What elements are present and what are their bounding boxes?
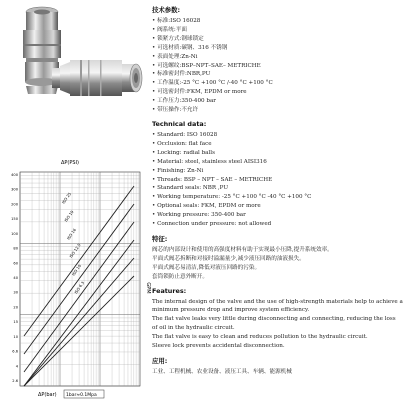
chart-y-tick-label: 400 [11,173,18,177]
application-title: 应用: [152,357,168,365]
en-feature-line: The flat valve leaks very little during disconnecting and connecting, reducing the loss [152,316,396,323]
chart-secondary-axis-label: GPM [145,282,151,294]
chart-y-tick-label: 150 [11,217,18,222]
en-features-title: Features: [152,286,187,295]
cn-features-title: 特征: [152,234,168,243]
en-feature-line: The internal design of the valve and the use of high-strength materials help to achieve a [152,298,403,305]
chart-series-label: ISO 19 [63,209,75,223]
chart-y-tick-label: 200 [11,202,18,207]
chart-grid [11,172,140,386]
chart-frame [20,172,140,386]
en-spec-item: • Working temperature: -25 °C +100 °C -40 °C +100 °C [152,193,398,202]
cn-spec-item: • 标准密封件:NBR,PU [152,70,398,79]
en-spec-item: • Working pressure: 350-400 bar [152,211,398,220]
chart-y-tick-label: 2.6 [12,379,18,383]
chart-x-axis-label: ΔP(bar) [38,392,57,398]
chart-series-label: ISO 25 [60,191,73,205]
en-spec-item: • Locking: radial balls [152,149,398,158]
chart-y-tick-label: 4 [15,364,18,369]
cn-spec-item: • 可选螺纹:BSP–NPT–SAE– METRICHE [152,62,398,71]
cn-specs-list [152,17,398,115]
en-spec-item: • Occlusion: flat face [152,140,398,149]
horizontal-coupling [52,60,142,96]
cn-feature-line: 阀芯的内部设计和使用的高强度材料有助于实现最小压降,提升系统效率。 [152,246,333,253]
chart-y-tick-label: 60 [13,261,18,266]
cn-spec-item: • 可选密封件:FKM, EPDM or more [152,88,398,97]
en-spec-item: • Standard seals: NBR ,PU [152,184,398,193]
en-feature-line: minimum pressure drop and improve system efficiency. [152,307,310,314]
pressure-drop-chart-svg [0,158,150,400]
chart-y-tick-label: 100 [11,231,18,236]
en-spec-item: • Standard: ISO 16028 [152,131,398,140]
en-spec-item: • Material: steel, stainless steel AISI316 [152,158,398,167]
chart-y-tick-label: 10 [13,334,18,339]
en-spec-item: • Finishing: Zn-Ni [152,167,398,176]
cn-spec-item: • 工作温度:-25 °C +100 °C /-40 °C +100 °C [152,79,398,88]
coupling-product-photo [0,0,150,150]
coupling-illustration [0,0,150,150]
pressure-drop-chart [0,158,150,400]
en-spec-item: • Threads: BSP – NPT – SAE – METRICHE [152,176,398,185]
chart-y-tick-label: 6.6 [12,349,18,354]
en-specs-title: Technical data: [152,119,207,128]
en-feature-line: The flat valve is easy to clean and reduces pollution to the hydraulic circuit. [152,334,368,341]
chart-y-tick-label: 80 [13,246,18,251]
cn-spec-item: • 标准:ISO 16028 [152,17,398,26]
en-spec-item: • Optional seals: FKM, EPDM or more [152,202,398,211]
chart-y-tick-label: 300 [11,187,18,192]
cn-spec-item: • 锁紧方式:钢球锁定 [152,35,398,44]
spec-column [152,5,403,377]
chart-y-tick-label: 40 [13,276,18,280]
cn-specs-title: 技术参数: [152,6,181,14]
chart-y-tick-label: 30 [13,290,18,295]
en-specs-list [152,131,398,229]
en-spec-item: • Connection under pressure: not allowed [152,220,398,229]
cn-spec-item: • 工作压力:350-400 bar [152,97,398,106]
cn-spec-item: • 带压操作:不允许 [152,106,398,115]
chart-series-label: ISO 10 [70,263,83,277]
chart-y-tick-label: 20 [13,305,18,310]
cn-spec-item: • 表面处理:Zn-Ni [152,53,398,62]
en-feature-line: Sleeve lock prevents accidental disconnection. [152,343,285,350]
chart-series-label: ISO 16 [65,227,78,241]
application-text: 工业、工程机械、农业设备、液压工具、车辆、能源机械 [152,369,292,375]
en-feature-line: of oil in the hydraulic circuit. [152,325,235,332]
cn-feature-line: 平面式阀芯易清洁,降低对液压回路的污染。 [152,264,261,271]
cn-feature-line: 套筒锁防止意外断开。 [152,273,208,280]
chart-series-label: ISO 12.5 [68,242,82,259]
chart-title: ΔP(PSI) [60,160,80,166]
cn-feature-line: 平面式阀芯拆断和对接时溢漏量少,减少液压回路的油液损失。 [152,255,305,262]
cn-features-text [152,246,398,282]
en-features-text [152,298,403,351]
chart-series-label: ISO 6.3 [73,280,86,295]
cn-spec-item: • 可选材质:碳钢、316 不锈钢 [152,44,398,53]
chart-y-tick-label: 15 [13,320,18,325]
cn-spec-item: • 阀系统:平面 [152,26,398,35]
chart-unit-note: 1bar≈0.1Mpa [66,393,97,398]
